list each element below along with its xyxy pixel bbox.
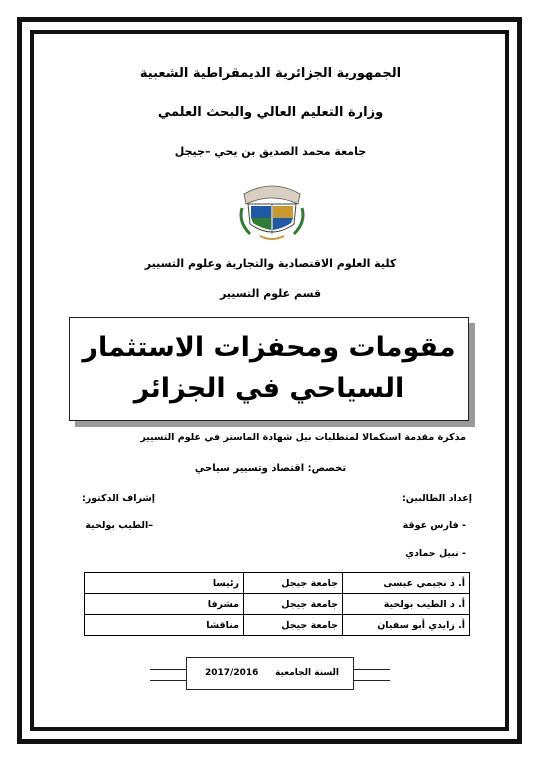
university-title: جامعة محمد الصديق بن يحي –جيجل xyxy=(174,145,367,158)
academic-year-banner xyxy=(150,657,390,693)
jury-member-university: جامعة جيجل xyxy=(244,615,343,636)
specialty: تخصص: اقتصاد وتسيير سياحي xyxy=(194,463,347,474)
student-name: - فارس عوقة xyxy=(402,520,466,531)
department-title: قسم علوم التسيير xyxy=(219,287,322,300)
table-row xyxy=(85,573,470,594)
jury-member-name: أ. د نجيمي عيسى xyxy=(343,573,470,594)
jury-member-university: جامعة جيجل xyxy=(244,594,343,615)
jury-member-name: أ. د الطيب بولحية xyxy=(343,594,470,615)
thesis-title-box xyxy=(69,317,469,421)
republic-title: الجمهورية الجزائرية الديمقراطية الشعبية xyxy=(139,66,402,81)
jury-member-name: أ. زايدي أبو سفيان xyxy=(343,615,470,636)
thesis-title-line-1: مقومات ومحفزات الاستثمار xyxy=(82,332,456,363)
jury-member-university: جامعة جيجل xyxy=(244,573,343,594)
supervisor-label: إشراف الدكتور: xyxy=(81,493,155,504)
table-row xyxy=(85,594,470,615)
student-name: - نبيل حمادي xyxy=(405,548,466,559)
ministry-title: وزارة التعليم العالي والبحث العلمي xyxy=(157,105,384,120)
jury-member-role: رئيسا xyxy=(85,573,244,594)
jury-member-role: مناقشا xyxy=(85,615,244,636)
thesis-title-line-2: السياحي في الجزائر xyxy=(133,373,405,404)
prepared-by-label: إعداد الطالبين: xyxy=(402,493,472,504)
academic-year-box xyxy=(186,657,354,690)
jury-table xyxy=(84,572,470,636)
table-row xyxy=(85,615,470,636)
academic-year-value: 2017/2016 xyxy=(205,668,259,678)
academic-year-label: السنة الجامعية xyxy=(274,668,339,678)
thesis-description: مذكرة مقدمة استكمالا لمتطلبات نيل شهادة الماستر في علوم التسيير xyxy=(140,432,466,443)
university-seal-icon xyxy=(236,178,308,244)
jury-member-role: مشرفا xyxy=(85,594,244,615)
faculty-title: كلية العلوم الاقتصادية والتجارية وعلوم التسيير xyxy=(144,257,397,270)
supervisor-name: –الطيب بولحية xyxy=(85,520,153,531)
